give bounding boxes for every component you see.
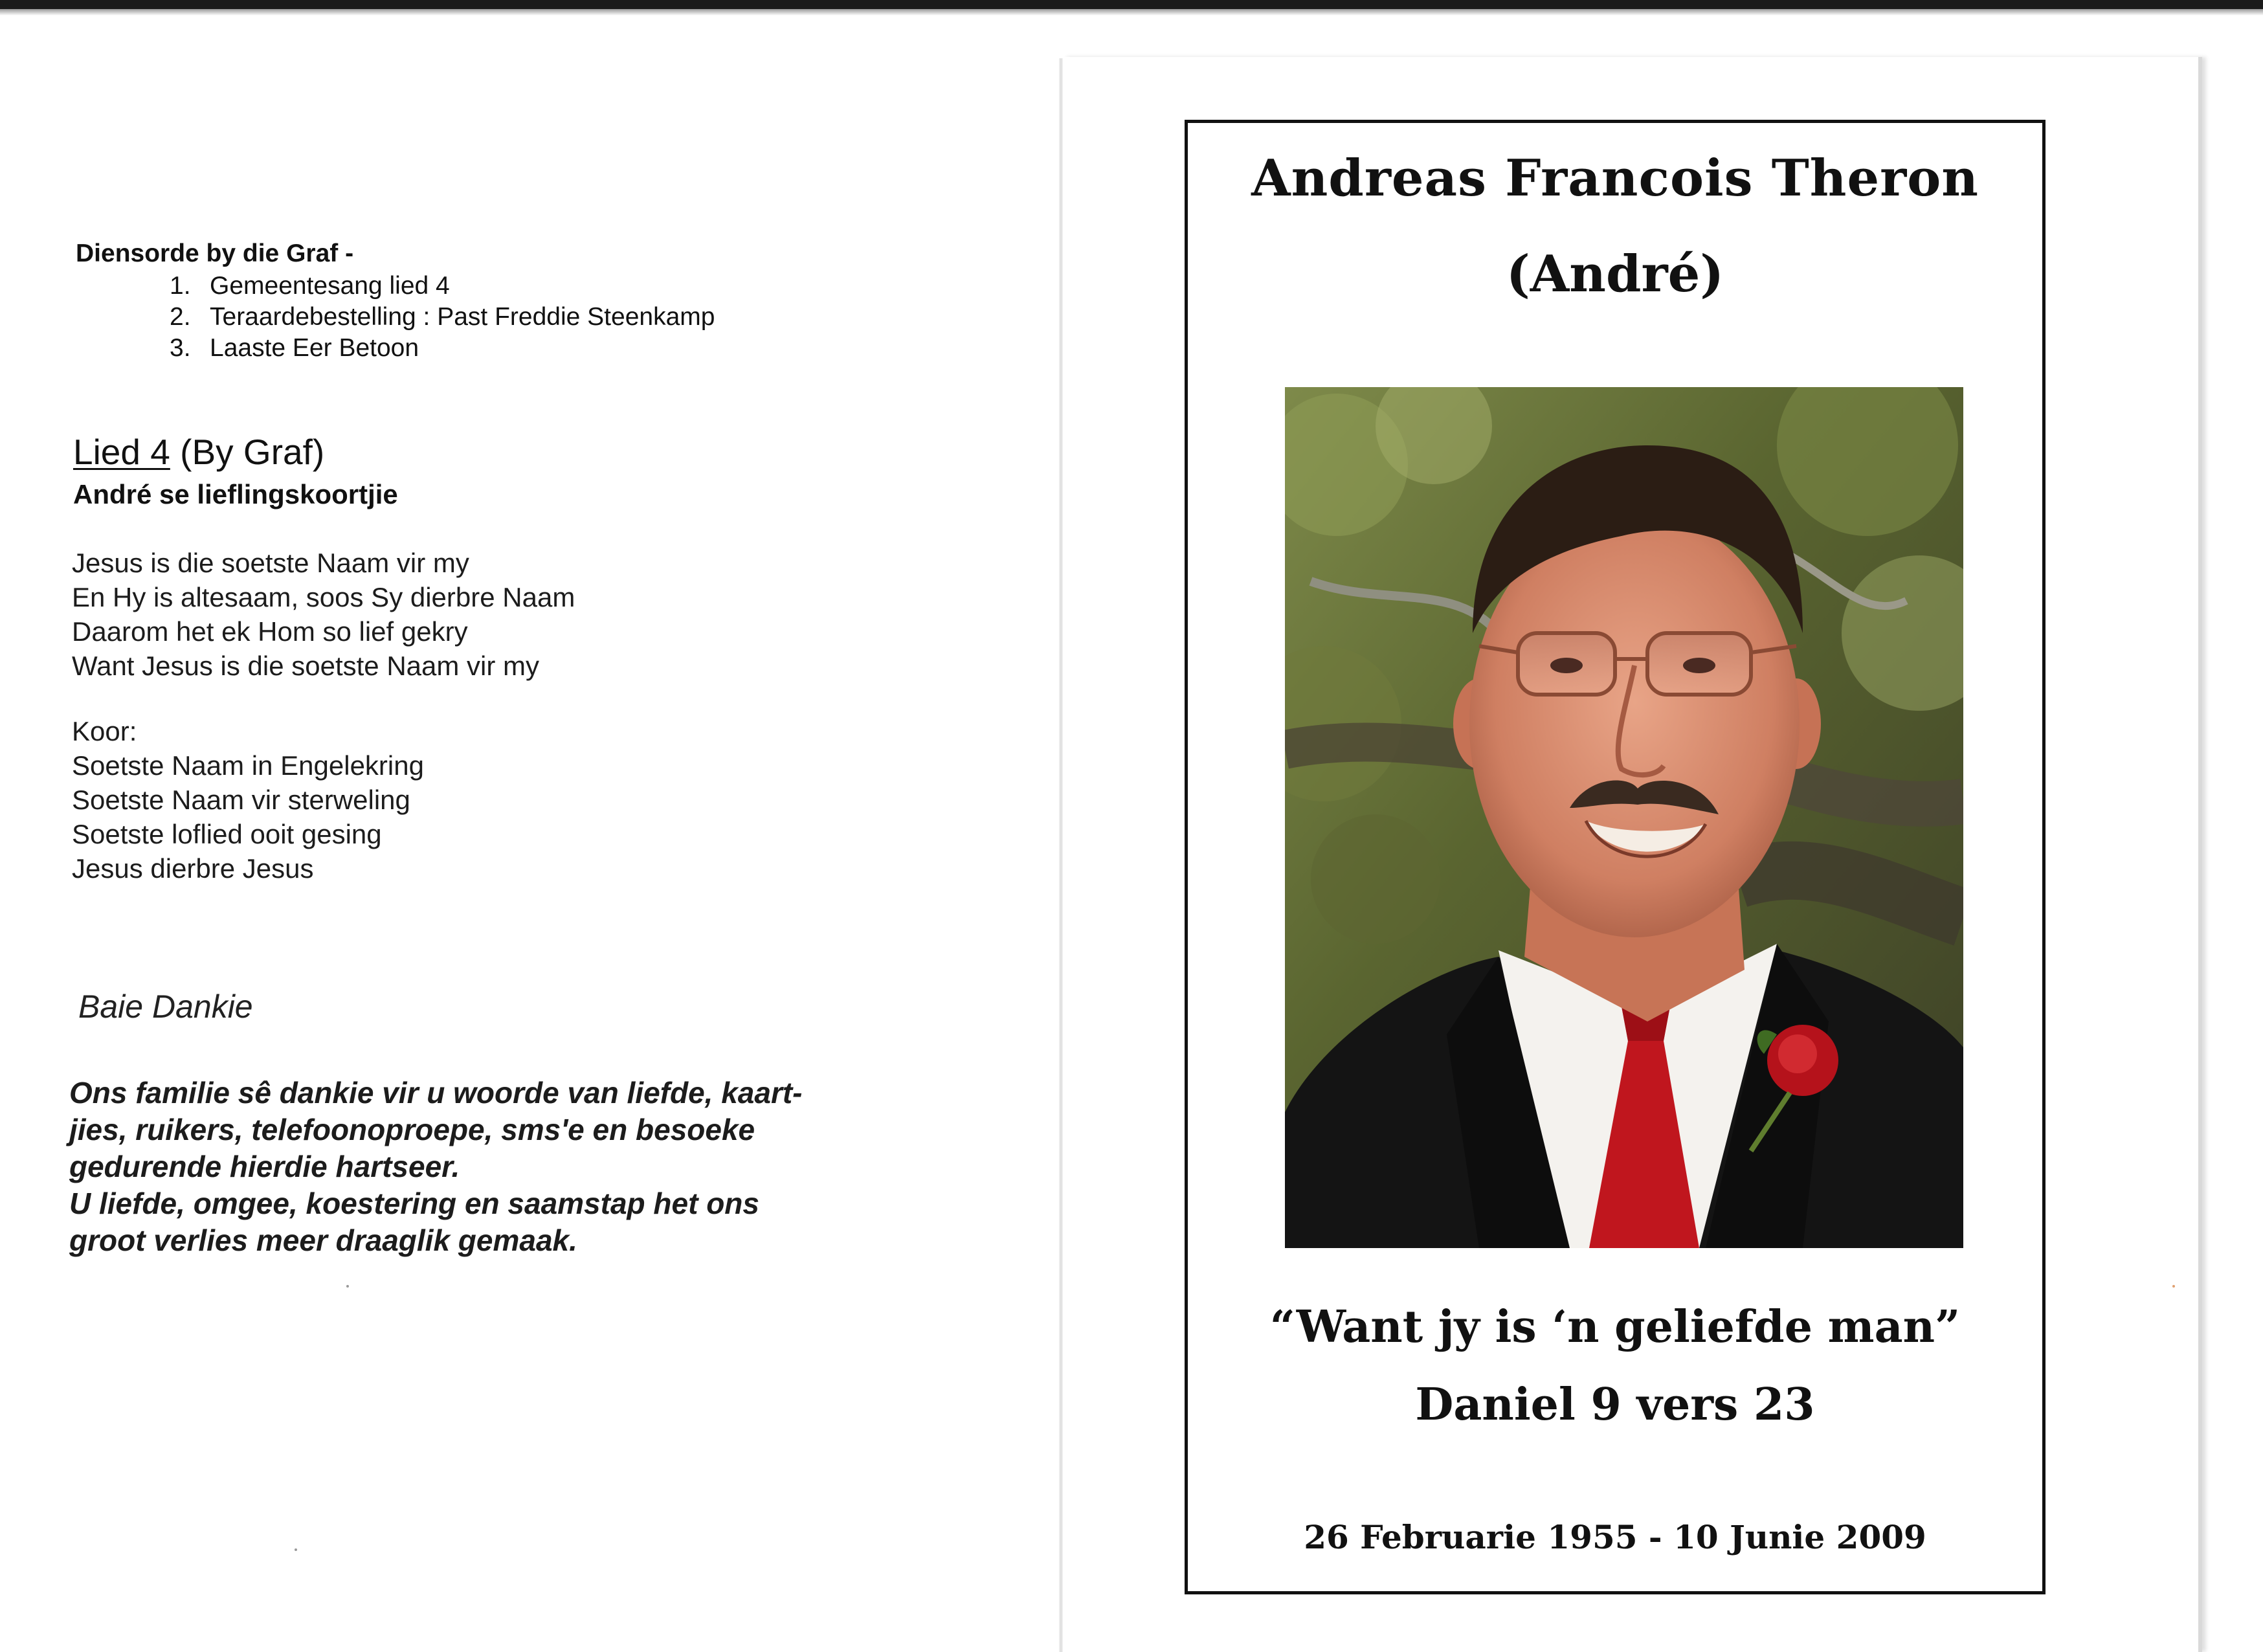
scan-edge-dark	[0, 0, 2263, 9]
chorus-line: Soetste loflied ooit gesing	[72, 819, 382, 849]
thanks-title: Baie Dankie	[78, 988, 253, 1025]
verse-line: Jesus is die soetste Naam vir my	[72, 548, 469, 578]
thanks-line: U liefde, omgee, koestering en saamstap het ons	[69, 1187, 759, 1220]
thanks-line: Ons familie sê dankie vir u woorde van liefde, kaart-	[69, 1076, 803, 1110]
list-item: 1. Gemeentesang lied 4	[170, 272, 450, 300]
memorial-quote: “Want jy is ‘n geliefde man”	[1269, 1301, 1961, 1353]
chorus-label: Koor:	[72, 716, 137, 746]
deceased-nickname: (André)	[1506, 245, 1724, 304]
verse-line: Want Jesus is die soetste Naam vir my	[72, 651, 539, 681]
chorus-line: Soetste Naam vir sterweling	[72, 785, 410, 815]
service-order-list	[170, 271, 715, 364]
scan-speck	[295, 1548, 297, 1551]
scan-edge-shadow	[0, 9, 2263, 16]
song-verse	[72, 546, 575, 683]
service-order-heading: Diensorde by die Graf -	[76, 240, 354, 267]
verse-line: Daarom het ek Hom so lief gekry	[72, 616, 468, 647]
song-chorus	[72, 714, 424, 886]
thanks-line: gedurende hierdie hartseer.	[69, 1150, 460, 1183]
life-dates: 26 Februarie 1955 - 10 Junie 2009	[1304, 1518, 1926, 1556]
deceased-name: Andreas Francois Theron	[1251, 149, 1979, 208]
list-item: 2. Teraardebestelling : Past Freddie Steenkamp	[170, 303, 715, 331]
song-title: Lied 4 (By Graf)	[73, 432, 325, 472]
chorus-line: Jesus dierbre Jesus	[72, 853, 314, 884]
scan-speck	[2172, 1285, 2175, 1288]
verse-line: En Hy is altesaam, soos Sy dierbre Naam	[72, 582, 575, 612]
chorus-line: Soetste Naam in Engelekring	[72, 750, 424, 781]
thanks-line: groot verlies meer draaglik gemaak.	[69, 1223, 577, 1257]
scan-speck	[346, 1285, 349, 1288]
thanks-line: jies, ruikers, telefoonoproepe, sms'e en besoeke	[69, 1113, 755, 1146]
portrait-image	[1285, 387, 1963, 1248]
scripture-reference: Daniel 9 vers 23	[1415, 1379, 1815, 1431]
song-subtitle: André se lieflingskoortjie	[73, 479, 398, 509]
portrait-photo	[1285, 387, 1963, 1248]
thanks-message	[69, 1075, 924, 1259]
list-item: 3. Laaste Eer Betoon	[170, 334, 419, 362]
